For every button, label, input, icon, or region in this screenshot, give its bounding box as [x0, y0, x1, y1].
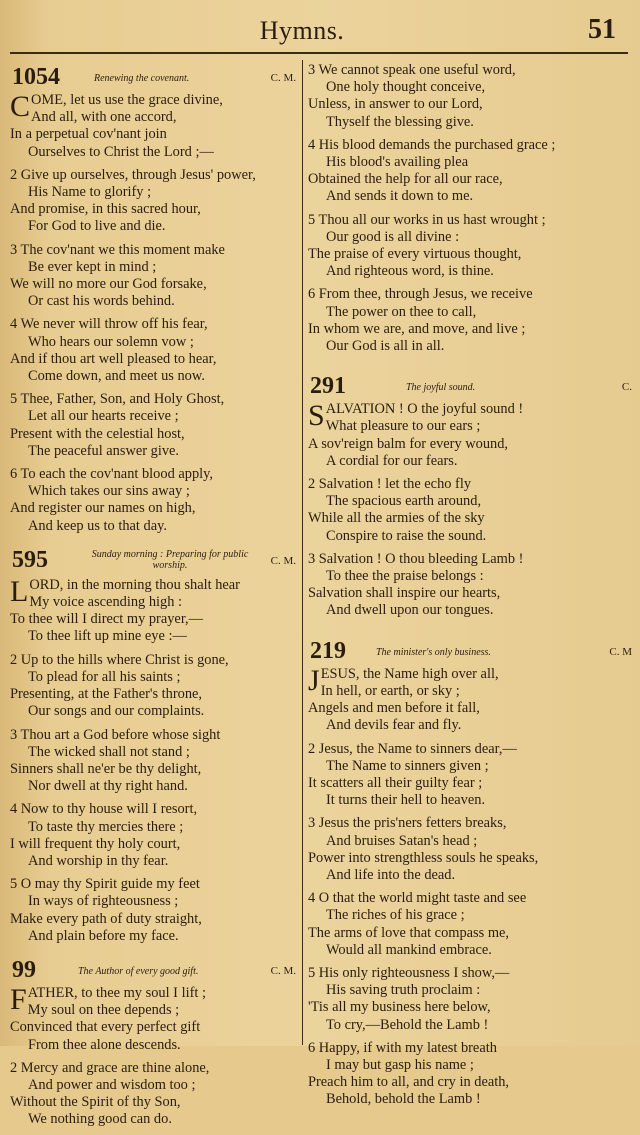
right-column — [308, 62, 634, 1115]
verse-line: Our good is all divine : — [326, 228, 460, 245]
verse-line: ESUS, the Name high over all, — [320, 665, 499, 682]
verse-line: Present with the celestial host, — [10, 425, 185, 442]
verse-line: Sinners shall ne'er be thy delight, — [10, 760, 202, 777]
stanza — [10, 466, 298, 535]
verse-line: His Name to glorify ; — [28, 184, 152, 201]
verse-line: 2 Give up ourselves, through Jesus' power, — [10, 166, 256, 183]
hymn-heading — [10, 64, 298, 92]
verse-line: My soul on thee depends ; — [27, 1002, 180, 1019]
spacer — [308, 626, 634, 636]
verse-line: A sov'reign balm for every wound, — [308, 435, 509, 452]
hymn-title: The Author of every good gift. — [78, 965, 199, 977]
stanza — [308, 1040, 634, 1109]
stanza — [308, 663, 634, 735]
verse-line: 3 We cannot speak one useful word, — [308, 62, 516, 78]
verse-line: 2 Mercy and grace are thine alone, — [10, 1059, 210, 1076]
verse-line: It turns their hell to heaven. — [326, 792, 486, 809]
verse-line: A cordial for our fears. — [326, 452, 458, 469]
hymn-title: The minister's only business. — [376, 646, 491, 658]
stanza — [10, 92, 298, 161]
hymn-99-continued — [308, 62, 634, 355]
verse-line: Conspire to raise the sound. — [326, 527, 487, 544]
verse-line: Behold, behold the Lamb ! — [326, 1091, 481, 1108]
verse-line: To plead for all his saints ; — [28, 668, 181, 685]
spacer — [308, 361, 634, 371]
verse-line: 5 Thee, Father, Son, and Holy Ghost, — [10, 391, 225, 408]
verse-line: 2 Jesus, the Name to sinners dear,— — [308, 740, 517, 757]
verse-line: I may but gasp his name ; — [326, 1056, 474, 1073]
column-divider — [302, 60, 303, 1045]
stanza — [308, 741, 634, 810]
verse-line: And if thou art well pleased to hear, — [10, 350, 217, 367]
stanza — [10, 391, 298, 460]
verse-line: And promise, in this sacred hour, — [10, 201, 201, 218]
verse-line: Let all our hearts receive ; — [28, 408, 179, 425]
verse-line: I will frequent thy holy court, — [10, 835, 181, 852]
stanza — [10, 727, 298, 796]
hymn-heading — [10, 957, 298, 985]
stanza — [10, 982, 298, 1054]
verse-line: 4 O that the world might taste and see — [308, 890, 527, 907]
stanza — [10, 801, 298, 870]
verse-line: His blood's availing plea — [326, 154, 469, 171]
verse-line: 'Tis all my business here below, — [308, 999, 491, 1016]
verse-line: Would all mankind embrace. — [326, 941, 492, 958]
stanza — [10, 574, 298, 646]
verse-line: The riches of his grace ; — [326, 907, 465, 924]
verse-line: ATHER, to thee my soul I lift ; — [27, 984, 206, 1001]
spacer — [10, 951, 298, 955]
page-header — [0, 14, 640, 54]
stanza — [308, 62, 634, 131]
verse-line: To thee lift up mine eye :— — [28, 628, 187, 645]
verse-line: 4 His blood demands the purchased grace ; — [308, 136, 556, 153]
verse-line: And dwell upon our tongues. — [326, 602, 494, 619]
verse-line: It scatters all their guilty fear ; — [308, 774, 483, 791]
verse-line: And life into the dead. — [326, 866, 456, 883]
stanza — [308, 401, 634, 470]
verse-line: And righteous word, is thine. — [326, 263, 494, 280]
stanza — [308, 551, 634, 620]
verse-line: And worship in thy fear. — [28, 852, 169, 869]
verse-line: Without the Spirit of thy Son, — [10, 1094, 181, 1111]
verse-line: What pleasure to our ears ; — [325, 418, 481, 435]
verse-line: We nothing good can do. — [28, 1111, 172, 1128]
verse-line: Who hears our solemn vow ; — [28, 333, 194, 350]
verse-line: 6 To each the cov'nant blood apply, — [10, 466, 213, 483]
stanza — [308, 815, 634, 884]
verse-line: Obtained the help for all our race, — [308, 171, 503, 188]
verse-line: 3 The cov'nant we this moment make — [10, 241, 225, 258]
verse-line: Our songs and our complaints. — [28, 703, 205, 720]
verse-line: Unless, in answer to our Lord, — [308, 96, 483, 113]
verse-line: In ways of righteousness ; — [28, 893, 179, 910]
drop-cap: J — [308, 663, 320, 697]
verse-line: Be ever kept in mind ; — [28, 258, 157, 275]
verse-line: 6 Happy, if with my latest breath — [308, 1039, 497, 1056]
header-rule — [10, 52, 628, 54]
verse-line: The peaceful answer give. — [28, 442, 180, 459]
verse-line: The Name to sinners given ; — [326, 757, 489, 774]
verse-line: Ourselves to Christ the Lord ;— — [28, 143, 214, 160]
verse-line: 5 His only righteousness I show,— — [308, 964, 510, 981]
page-number: 51 — [588, 14, 616, 45]
verse-line: Angels and men before it fall, — [308, 700, 480, 717]
drop-cap: S — [308, 399, 325, 433]
hymn-219 — [308, 638, 634, 1109]
verse-line: 3 Jesus the pris'ners fetters breaks, — [308, 815, 507, 832]
stanza — [308, 286, 634, 355]
hymn-title: The joyful sound. — [406, 382, 476, 394]
hymn-number: 99 — [12, 956, 36, 983]
verse-line: Salvation shall inspire our hearts, — [308, 585, 501, 602]
hymn-291 — [308, 373, 634, 619]
verse-line: To taste thy mercies there ; — [28, 818, 184, 835]
verse-line: And all, with one accord, — [31, 109, 177, 126]
verse-line: Nor dwell at thy right hand. — [28, 778, 188, 795]
hymn-meter: C. M — [609, 645, 632, 658]
drop-cap: F — [10, 982, 27, 1016]
stanza — [308, 476, 634, 545]
verse-line: To cry,—Behold the Lamb ! — [326, 1016, 489, 1033]
verse-line: Our God is all in all. — [326, 338, 445, 355]
verse-line: 2 Up to the hills where Christ is gone, — [10, 651, 229, 668]
verse-line: 2 Salvation ! let the echo fly — [308, 476, 472, 493]
stanza — [308, 137, 634, 206]
verse-line: The arms of love that compass me, — [308, 924, 510, 941]
hymn-heading — [308, 373, 634, 401]
verse-line: In whom we are, and move, and live ; — [308, 320, 526, 337]
verse-line: And power and wisdom too ; — [28, 1076, 196, 1093]
hymn-heading — [10, 547, 298, 577]
verse-line: OME, let us use the grace divine, — [31, 92, 223, 108]
hymn-meter: C. M. — [270, 554, 296, 567]
hymn-99 — [10, 957, 298, 1129]
stanza — [10, 242, 298, 311]
running-title: Hymns. — [259, 16, 345, 45]
verse-line: 4 We never will throw off his fear, — [10, 316, 208, 333]
verse-line: While all the armies of the sky — [308, 510, 485, 527]
verse-line: 4 Now to thy house will I resort, — [10, 801, 198, 818]
verse-line: ALVATION ! O the joyful sound ! — [325, 401, 524, 418]
verse-line: 6 From thee, through Jesus, we receive — [308, 286, 533, 303]
verse-line: And keep us to that day. — [28, 517, 167, 534]
stanza — [308, 890, 634, 959]
stanza — [10, 167, 298, 236]
verse-line: And devils fear and fly. — [326, 717, 462, 734]
verse-line: Make every path of duty straight, — [10, 910, 202, 927]
verse-line: 5 O may thy Spirit guide my feet — [10, 876, 200, 893]
hymn-number: 595 — [12, 546, 48, 573]
hymn-meter: C. M. — [270, 964, 296, 977]
verse-line: 5 Thou all our works in us hast wrought ; — [308, 211, 546, 228]
stanza — [308, 212, 634, 281]
stanza — [10, 652, 298, 721]
stanza — [10, 876, 298, 945]
verse-line: And sends it down to me. — [326, 188, 474, 205]
hymn-1054 — [10, 64, 298, 535]
verse-line: In hell, or earth, or sky ; — [320, 682, 460, 699]
hymn-number: 219 — [310, 637, 346, 664]
left-column — [10, 62, 298, 1135]
spacer — [10, 541, 298, 545]
verse-line: 3 Thou art a God before whose sight — [10, 726, 221, 743]
stanza — [10, 1060, 298, 1129]
verse-line: 3 Salvation ! O thou bleeding Lamb ! — [308, 550, 524, 567]
verse-line: And bruises Satan's head ; — [326, 832, 478, 849]
verse-line: My voice ascending high : — [29, 594, 182, 611]
verse-line: ORD, in the morning thou shalt hear — [29, 576, 240, 593]
verse-line: For God to live and die. — [28, 218, 166, 235]
stanza — [308, 965, 634, 1034]
hymn-title: Renewing the covenant. — [94, 73, 190, 84]
hymn-meter: C. — [621, 381, 632, 394]
hymn-number: 291 — [310, 373, 346, 400]
verse-line: Or cast his words behind. — [28, 293, 175, 310]
drop-cap: C — [10, 90, 31, 123]
verse-line: In a perpetual cov'nant join — [10, 126, 167, 143]
hymn-title: Sunday morning : Preparing for public worship. — [91, 548, 249, 571]
verse-line: And plain before my face. — [28, 927, 179, 944]
verse-line: We will no more our God forsake, — [10, 276, 207, 293]
drop-cap: L — [10, 574, 29, 608]
hymn-heading — [308, 638, 634, 666]
verse-line: To thee the praise belongs : — [326, 568, 484, 585]
verse-line: His saving truth proclaim : — [326, 982, 481, 999]
verse-line: Convinced that every perfect gift — [10, 1019, 201, 1036]
verse-line: The spacious earth around, — [326, 493, 482, 510]
verse-line: The wicked shall not stand ; — [28, 743, 190, 760]
verse-line: From thee alone descends. — [28, 1036, 181, 1053]
verse-line: Preach him to all, and cry in death, — [308, 1074, 510, 1091]
hymn-595 — [10, 547, 298, 945]
hymn-number: 1054 — [12, 64, 60, 90]
verse-line: Come down, and meet us now. — [28, 368, 205, 385]
verse-line: The praise of every virtuous thought, — [308, 246, 522, 263]
verse-line: And register our names on high, — [10, 500, 196, 517]
verse-line: One holy thought conceive, — [326, 79, 486, 96]
verse-line: The power on thee to call, — [326, 303, 477, 320]
verse-line: Presenting, at the Father's throne, — [10, 686, 203, 703]
hymn-meter: C. M. — [270, 72, 296, 84]
verse-line: Which takes our sins away ; — [28, 483, 190, 500]
verse-line: Thyself the blessing give. — [326, 113, 474, 130]
verse-line: Power into strengthless souls he speaks, — [308, 849, 539, 866]
verse-line: To thee will I direct my prayer,— — [10, 611, 204, 628]
stanza — [10, 316, 298, 385]
